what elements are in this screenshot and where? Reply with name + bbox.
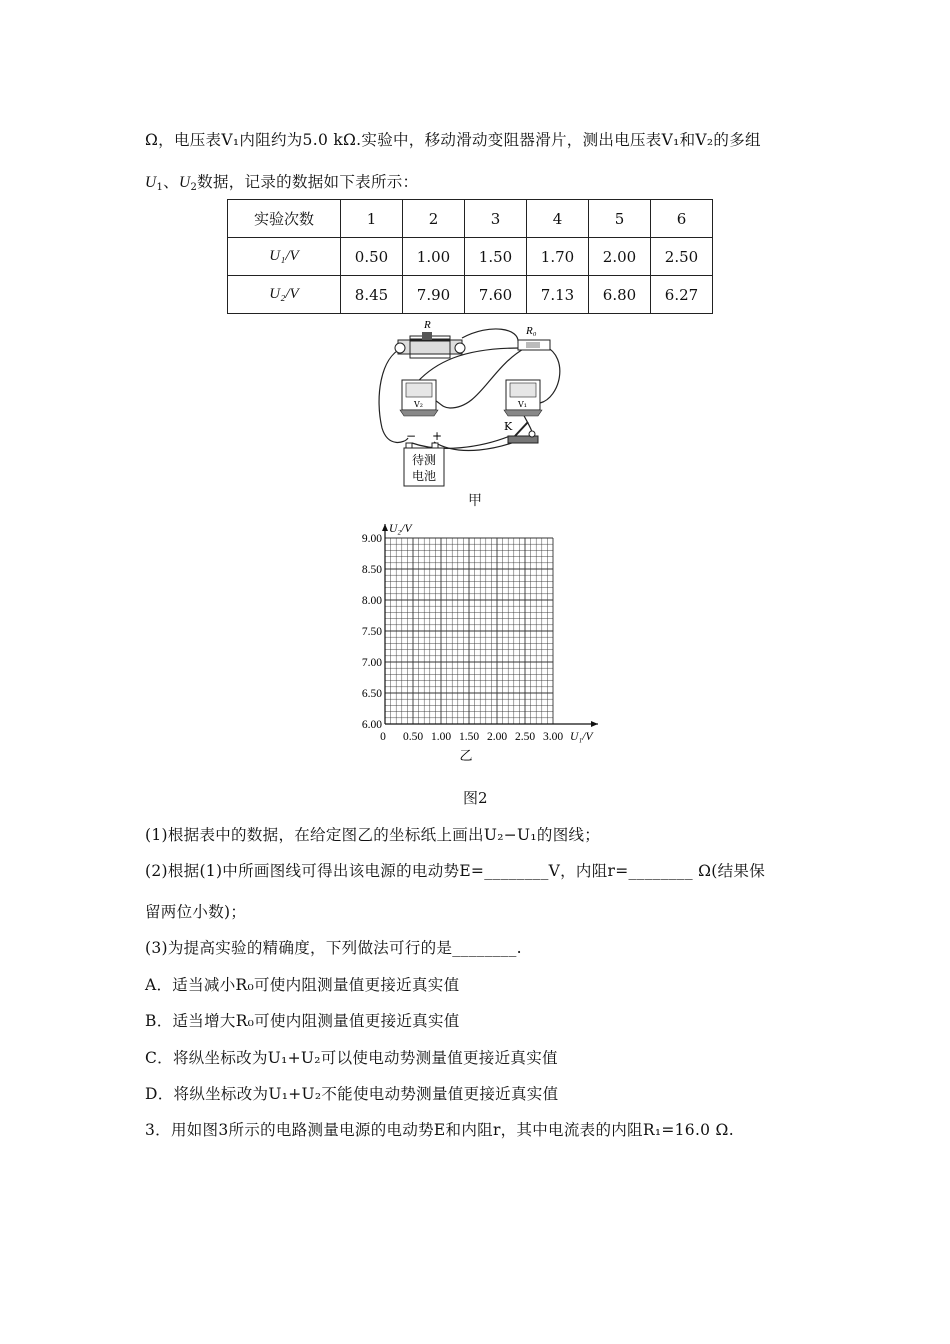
voltmeter-icon xyxy=(504,380,542,416)
rheostat-icon xyxy=(395,332,465,358)
option-a: A．适当减小R₀可使内阻测量值更接近真实值 xyxy=(145,976,460,994)
figure-caption: 图2 xyxy=(463,789,488,807)
circuit-diagram xyxy=(370,318,580,497)
y-tick-label: 9.00 xyxy=(361,533,382,545)
table-cell: 1.00 xyxy=(403,238,465,276)
y-tick-label: 8.50 xyxy=(361,564,382,576)
chart-title: 乙 xyxy=(459,748,473,763)
table-cell: 2 xyxy=(403,200,465,238)
table-cell: 3 xyxy=(465,200,527,238)
question-3: (3)为提高实验的精确度，下列做法可行的是________. xyxy=(145,939,522,957)
intro-line-1: Ω，电压表V₁内阻约为5.0 kΩ.实验中，移动滑动变阻器滑片，测出电压表V₁和V₂的多组 xyxy=(145,131,761,149)
option-b: B．适当增大R₀可使内阻测量值更接近真实值 xyxy=(145,1012,460,1030)
table-cell: 6 xyxy=(651,200,713,238)
table-cell: 8.45 xyxy=(341,276,403,314)
table-cell: 6.27 xyxy=(651,276,713,314)
separator: 、 xyxy=(163,173,179,191)
x-tick-label: 3.00 xyxy=(542,731,564,743)
table-cell: 7.13 xyxy=(527,276,589,314)
y-tick-label: 6.50 xyxy=(361,688,382,700)
voltmeter-icon xyxy=(400,380,438,416)
y-tick-label: 6.00 xyxy=(361,719,382,731)
option-c: C．将纵坐标改为U₁+U₂可以使电动势测量值更接近真实值 xyxy=(145,1049,558,1067)
x-tick-label: 2.00 xyxy=(486,731,508,743)
table-header-cell: U₁/V xyxy=(228,238,341,276)
x-axis-arrow-icon xyxy=(591,721,598,727)
battery-label-1: 待测 xyxy=(412,453,437,467)
table-header-cell: 实验次数 xyxy=(228,200,341,238)
label-v2: V₂ xyxy=(414,400,423,409)
intro-text: 数据，记录的数据如下表所示： xyxy=(197,173,419,191)
table-cell: 1.50 xyxy=(465,238,527,276)
table-cell: 0.50 xyxy=(341,238,403,276)
u-symbol: U xyxy=(145,174,157,191)
table-cell: 5 xyxy=(589,200,651,238)
x-axis-label: U₁/V xyxy=(570,731,593,743)
table-row xyxy=(228,238,713,276)
table-cell: 6.80 xyxy=(589,276,651,314)
x-tick-label: 1.50 xyxy=(458,731,480,743)
u-subscript: 2 xyxy=(190,182,198,193)
question-1: (1)根据表中的数据，在给定图乙的坐标纸上画出U₂−U₁的图线； xyxy=(145,826,601,844)
y-tick-label: 7.00 xyxy=(361,657,382,669)
intro-line-2 xyxy=(145,170,418,193)
label-k: K xyxy=(504,420,513,433)
label-r: R xyxy=(424,319,431,331)
option-d: D．将纵坐标改为U₁+U₂不能使电动势测量值更接近真实值 xyxy=(145,1085,559,1103)
battery-plus: + xyxy=(432,429,443,443)
table-cell: 4 xyxy=(527,200,589,238)
x-tick-label: 0.50 xyxy=(402,731,424,743)
battery-label-2: 电池 xyxy=(412,469,437,483)
battery-minus: − xyxy=(406,429,417,443)
table-cell: 1 xyxy=(341,200,403,238)
u-symbol: U xyxy=(178,174,191,191)
x-tick-label: 0 xyxy=(380,731,386,743)
u-subscript: 1 xyxy=(156,182,164,193)
y-axis-label: U₂/V xyxy=(389,523,412,535)
table-cell: 1.70 xyxy=(527,238,589,276)
graph-paper-chart xyxy=(340,518,620,774)
switch-icon xyxy=(508,422,538,443)
y-tick-label: 7.50 xyxy=(361,626,382,638)
y-tick-label: 8.00 xyxy=(361,595,382,607)
resistor-icon xyxy=(518,340,550,350)
table-cell: 2.50 xyxy=(651,238,713,276)
table-row xyxy=(228,276,713,314)
table-cell: 2.00 xyxy=(589,238,651,276)
table-cell: 7.60 xyxy=(465,276,527,314)
question-2: (2)根据(1)中所画图线可得出该电源的电动势E=________V，内阻r=________ Ω(结果保 xyxy=(145,862,766,880)
x-tick-label: 2.50 xyxy=(514,731,536,743)
table-cell: 7.90 xyxy=(403,276,465,314)
label-v1: V₁ xyxy=(518,400,527,409)
table-row xyxy=(228,200,713,238)
circuit-caption: 甲 xyxy=(468,493,482,509)
table-header-cell: U₂/V xyxy=(228,276,341,314)
question-2-continued: 留两位小数)； xyxy=(145,903,247,921)
y-axis-arrow-icon xyxy=(382,524,388,531)
next-question: 3．用如图3所示的电路测量电源的电动势E和内阻r，其中电流表的内阻R₁=16.0 Ω. xyxy=(145,1121,734,1139)
label-r0: R₀ xyxy=(526,325,537,337)
x-tick-label: 1.00 xyxy=(430,731,452,743)
data-table xyxy=(227,199,713,314)
